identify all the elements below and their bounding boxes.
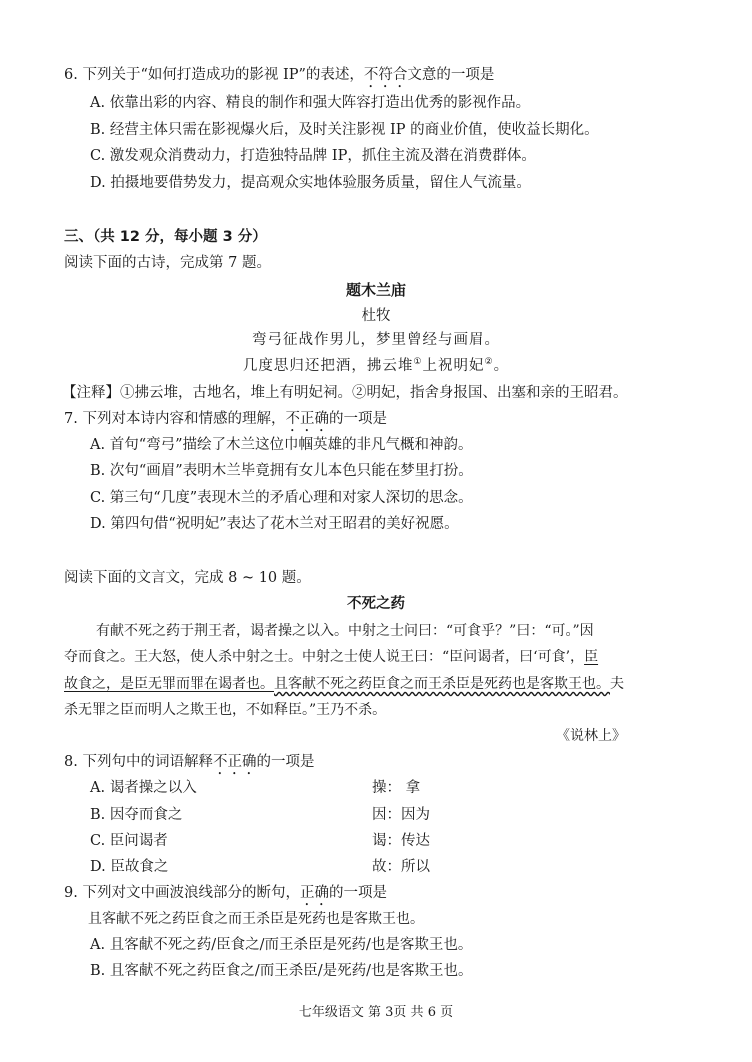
q8-option-b (90, 806, 690, 824)
q9-option-b: B. 且客献不死之药臣食之/而王杀臣/是死药/也是客欺王也。 (90, 963, 473, 979)
passage-wavy-sentence: 且客献不死之药臣食之而王杀臣是死药也是客欺王也。 (274, 676, 610, 692)
q7-option-a: A. 首句“弯弓”描绘了木兰这位巾帼英雄的非凡气概和神韵。 (90, 437, 473, 453)
passage-underlined-sentence: 故食之，是臣无罪而罪在谒者也。 (64, 676, 274, 692)
q6-stem-emphasis: 不符合 (363, 67, 408, 83)
passage-line-3 (64, 675, 624, 693)
poem-line-2 (0, 357, 752, 375)
section3-intro: 阅读下面的古诗，完成第 7 题。 (64, 255, 271, 271)
poem-line-1: 弯弓征战作男儿，梦里曾经与画眉。 (252, 332, 500, 348)
q7-stem-post: 的一项是 (328, 411, 387, 427)
q8-option-a-label: A. 谒者操之以入 (90, 780, 197, 796)
poem-note: 【注释】①拂云堆，古地名，堆上有明妃祠。②明妃，指舍身报国、出塞和亲的王昭君。 (62, 385, 628, 401)
q8-stem-emphasis: 不正确 (212, 754, 257, 770)
q7-stem-pre: 7. 下列对本诗内容和情感的理解， (64, 411, 286, 427)
q8-option-a (90, 779, 690, 797)
q6-stem (64, 66, 494, 91)
poem-line-2-part-b: 上祝明妃 (422, 358, 485, 374)
section3-heading: 三、（共 12 分，每小题 3 分） (64, 229, 267, 245)
poem-author: 杜牧 (361, 308, 391, 324)
q8-option-b-gloss: 因：因为 (372, 807, 430, 823)
page-footer: 七年级语文 第 3页 共 6 页 (298, 1005, 454, 1020)
q8-option-c-label: C. 臣问谒者 (90, 833, 168, 849)
passage-line-1: 有献不死之药于荆王者，谒者操之以入。中射之士问曰：“可食乎？”曰：“可。”因 (96, 623, 594, 639)
q9-stem (64, 884, 387, 909)
q8-stem-post: 的一项是 (256, 754, 315, 770)
q9-stem-emphasis: 正确 (299, 885, 329, 901)
q8-option-c-gloss: 谒：传达 (372, 833, 430, 849)
passage-line-2-text: 夺而食之。王大怒，使人杀中射之士。中射之士使人说王曰：“臣问谒者，曰‘可食’， (64, 649, 585, 665)
poem-note-marker-2: ② (484, 357, 494, 367)
q6-option-b: B. 经营主体只需在影视爆火后，及时关注影视 IP 的商业价值，使收益长期化。 (90, 122, 599, 138)
passage-intro: 阅读下面的文言文，完成 8 ~ 10 题。 (64, 570, 311, 586)
q8-option-b-label: B. 因夺而食之 (90, 807, 183, 823)
q6-option-c: C. 激发观众消费动力，打造独特品牌 IP，抓住主流及潜在消费群体。 (90, 148, 536, 164)
q8-stem-pre: 8. 下列句中的词语解释 (64, 754, 213, 770)
q7-stem-emphasis: 不正确 (285, 411, 329, 427)
passage-line-2 (64, 648, 598, 666)
q8-option-c (90, 832, 690, 850)
poem-line-2-part-a: 几度思归还把酒，拂云堆 (242, 358, 414, 374)
passage-line-4: 杀无罪之臣而明人之欺王也，不如释臣。”王乃不杀。 (64, 702, 387, 718)
q6-option-d: D. 拍摄地要借势发力，提高观众实地体验服务质量，留住人气流量。 (90, 175, 531, 191)
q8-stem (64, 753, 314, 778)
q9-sentence: 且客献不死之药臣食之而王杀臣是死药也是客欺王也。 (88, 911, 424, 927)
q6-option-a: A. 依靠出彩的内容、精良的制作和强大阵容打造出优秀的影视作品。 (90, 95, 531, 111)
passage-title: 不死之药 (347, 596, 405, 612)
q7-option-b: B. 次句“画眉”表明木兰毕竟拥有女儿本色只能在梦里打扮。 (90, 463, 473, 479)
q9-stem-post: 的一项是 (328, 885, 387, 901)
passage-underlined-start: 臣 (584, 649, 599, 665)
q7-option-c: C. 第三句“几度”表现木兰的矛盾心理和对家人深切的思念。 (90, 490, 473, 506)
q7-stem (64, 410, 387, 435)
q8-option-d-gloss: 故：所以 (372, 859, 430, 875)
q8-option-a-gloss: 操： 拿 (372, 780, 421, 796)
poem-title: 题木兰庙 (345, 281, 406, 299)
q7-option-d: D. 第四句借“祝明妃”表达了花木兰对王昭君的美好祝愿。 (90, 516, 459, 532)
q6-stem-post: 文意的一项是 (407, 67, 495, 83)
poem-note-marker-1: ① (413, 357, 423, 367)
q9-stem-pre: 9. 下列对文中画波浪线部分的断句， (64, 885, 300, 901)
q8-option-d-label: D. 臣故食之 (90, 859, 169, 875)
q8-option-d (90, 858, 690, 876)
passage-source: 《说林上》 (556, 728, 626, 744)
poem-line-2-part-c: 。 (493, 358, 510, 374)
q9-option-a: A. 且客献不死之药/臣食之/而王杀臣是死药/也是客欺王也。 (90, 937, 473, 953)
q6-stem-pre: 6. 下列关于“如何打造成功的影视 IP”的表述， (64, 67, 364, 83)
passage-line-3-tail: 夫 (610, 676, 624, 692)
